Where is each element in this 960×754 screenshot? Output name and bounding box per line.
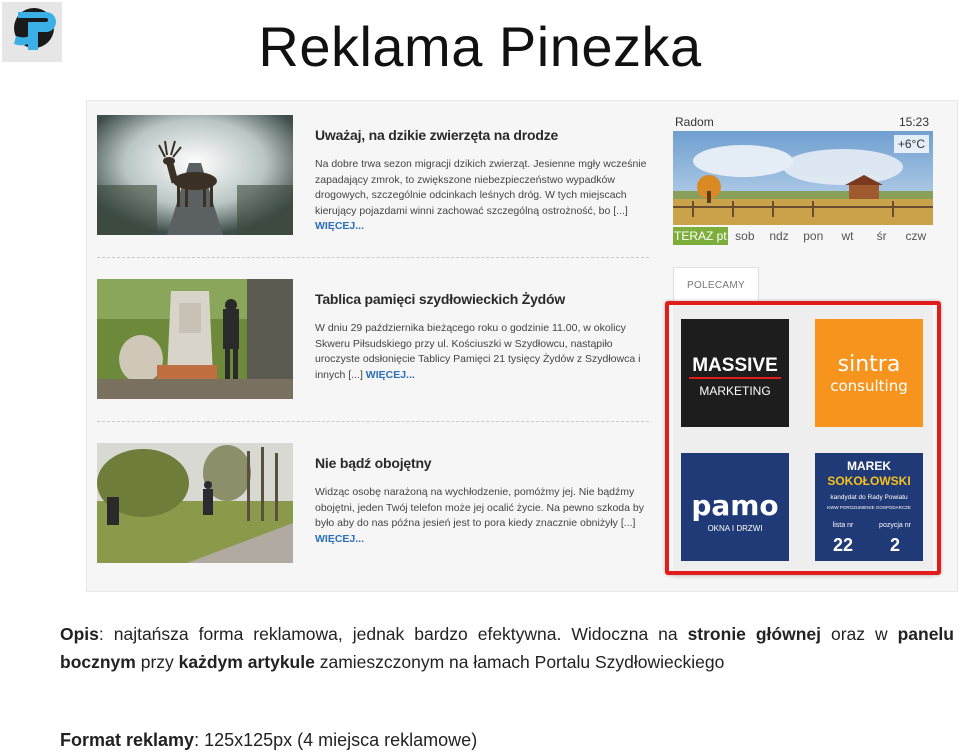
ad-line1: sintra <box>837 352 901 377</box>
ad-line2: MARKETING <box>699 384 771 398</box>
ad-line2: OKNA I DRZWI <box>707 524 763 533</box>
weather-day-tab[interactable]: TERAZ pt <box>674 229 727 243</box>
ad-list-label: lista nr <box>832 522 854 529</box>
weather-day-tab[interactable]: sob <box>735 229 755 243</box>
page-title: Reklama Pinezka <box>258 15 702 78</box>
highlight-frame <box>665 301 941 575</box>
weather-time: 15:23 <box>898 115 929 129</box>
ad-line4: KWW POROZUMIENIE GOSPODARCZE <box>827 505 911 510</box>
article-thumbnail-deer[interactable] <box>97 115 293 235</box>
ad-line1: pamo <box>691 489 779 522</box>
read-more-link[interactable]: WIĘCEJ... <box>315 532 365 545</box>
portal-screenshot <box>86 100 958 592</box>
article-excerpt: W dniu 29 października bieżącego roku o godzinie 11.00, w okolicy Skweru Piłsudskiego przy ul. Kościuszki w Szydłowcu, nastąpiło uroczyste odsłonięcie Tablicy Pamięci 21 tysięcy Żydów z Szydłowca i innych [...] WIĘCEJ... <box>315 322 641 381</box>
ad-line1: MASSIVE <box>692 355 778 376</box>
weather-days <box>673 227 933 245</box>
ad-line3: kandydat do Rady Powiatu <box>830 494 908 501</box>
ad-line2: consulting <box>830 377 908 395</box>
ad-list-value: 22 <box>832 535 854 555</box>
article-divider <box>97 421 649 422</box>
ad-line2: SOKOŁOWSKI <box>827 474 911 488</box>
weather-day-tab[interactable]: wt <box>841 229 854 243</box>
article-divider <box>97 257 649 258</box>
read-more-link[interactable]: WIĘCEJ... <box>315 220 365 232</box>
tab-polecamy[interactable]: POLECAMY <box>673 267 759 304</box>
format-value: : 125x125px (4 miejsca reklamowe) <box>194 730 478 750</box>
weather-temperature: +6°C <box>894 135 929 153</box>
read-more-link[interactable]: WIĘCEJ... <box>365 368 415 381</box>
article-title[interactable]: Nie bądź obojętny <box>315 455 432 471</box>
format-label: Format reklamy <box>60 730 195 750</box>
article-thumbnail-memorial[interactable] <box>97 279 293 399</box>
ad-line1: MAREK <box>847 459 891 473</box>
ad-description: Opis: najtańsza forma reklamowa, jednak bardzo efektywna. Widoczna na stronie głównej oraz w panelu bocznym przy każdym artykule zamieszczonym na łamach Portalu Szydłowieckiego <box>60 624 954 672</box>
weather-day-tab[interactable]: pon <box>803 229 824 243</box>
weather-city: Radom <box>675 115 714 129</box>
article-thumbnail-park[interactable] <box>97 443 293 563</box>
weather-day-tab[interactable]: śr <box>876 229 887 243</box>
weather-day-tab[interactable]: ndz <box>769 229 789 243</box>
article-excerpt: Na dobre trwa sezon migracji dzikich zwierząt. Jesienne mgły wcześnie zapadający zmrok, to zwiększone niebezpieczeństwo wypadków drogowych, szczególnie odcinkach leśnych dróg. W tych miejscach kierujący pojazdami winni zachować szczególną ostrożność, bo [...] WIĘCEJ... <box>315 158 647 232</box>
article-title[interactable]: Tablica pamięci szydłowieckich Żydów <box>315 291 566 307</box>
ad-position-value: 2 <box>889 535 901 555</box>
ad-format <box>60 730 477 751</box>
article-title[interactable]: Uważaj, na dzikie zwierzęta na drodze <box>315 127 559 143</box>
article-excerpt: Widząc osobę narażoną na wychłodzenie, pomóżmy jej. Nie bądźmy obojętni, jeden Twój telefon może jej ocalić życie. Na pewno szkoda by było aby do nas późna jesień jest to pora kiedy znacznie obniżyły [...] WIĘCEJ... <box>315 486 644 545</box>
weather-day-tab[interactable]: czw <box>905 229 927 243</box>
weather-widget <box>673 113 933 245</box>
description-label: Opis <box>60 624 99 644</box>
ad-position-label: pozycja nr <box>879 522 911 529</box>
